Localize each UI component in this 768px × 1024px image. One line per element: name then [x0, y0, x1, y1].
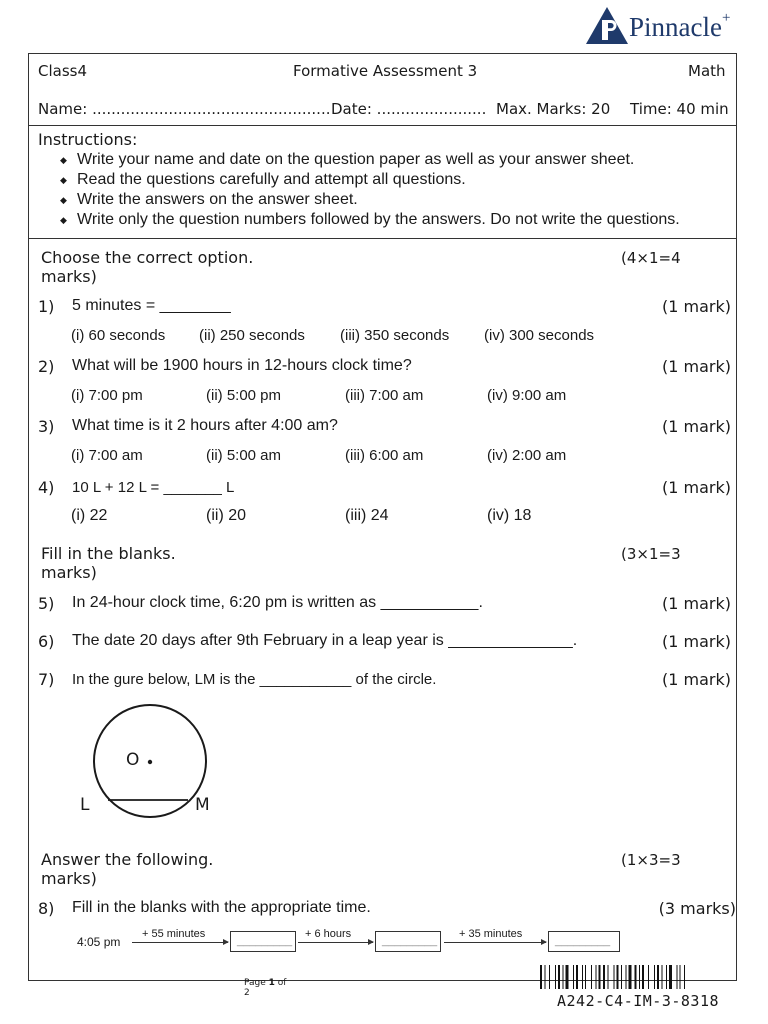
section-b-marks: (3×1=3	[621, 545, 681, 563]
option: (i) 7:00 am	[71, 447, 143, 464]
question-marks: (3 marks)	[658, 899, 736, 918]
point-m-label: M	[195, 795, 210, 815]
instruction-item: ◆ Write the answers on the answer sheet.	[60, 190, 680, 210]
section-a-marks: (4×1=4	[621, 249, 681, 267]
pinnacle-logo	[585, 6, 755, 46]
question-text: 10 L + 12 L = _______ L	[72, 479, 235, 496]
option: (iii) 350 seconds	[340, 327, 450, 344]
option: (i) 7:00 pm	[71, 387, 143, 404]
question-text: In 24-hour clock time, 6:20 pm is written as ___________.	[72, 594, 483, 611]
question-number: 6)	[38, 632, 55, 651]
pinnacle-triangle-icon	[585, 6, 629, 46]
option: (ii) 20	[206, 507, 247, 524]
answer-box: _________	[375, 931, 441, 952]
section-b-title: Fill in the blanks. marks)	[41, 544, 176, 582]
circle-figure	[75, 700, 235, 830]
section-a-title: Choose the correct option. marks)	[41, 248, 254, 286]
option: (iv) 300 seconds	[484, 327, 595, 344]
option: (iii) 24	[345, 507, 389, 524]
arrow-right-icon	[444, 942, 546, 943]
option: (iii) 7:00 am	[345, 387, 424, 404]
class-label: Class4	[38, 62, 88, 80]
question-marks: (1 mark)	[662, 632, 731, 651]
question-marks: (1 mark)	[662, 478, 731, 497]
instructions-list	[60, 150, 680, 230]
question-text: What time is it 2 hours after 4:00 am?	[72, 417, 338, 434]
question-marks: (1 mark)	[662, 670, 731, 689]
option: (iv) 18	[487, 507, 532, 524]
name-field: Name: ..................................................	[38, 100, 331, 118]
step-label: + 35 minutes	[459, 928, 523, 940]
option: (ii) 5:00 am	[206, 447, 282, 464]
question-number: 2)	[38, 357, 55, 376]
page-number: Page 1 of 2	[244, 978, 287, 998]
question-number: 1)	[38, 297, 55, 316]
instruction-item: ◆ Read the questions carefully and attempt all questions.	[60, 170, 680, 190]
divider-instructions	[28, 238, 737, 239]
max-marks: Max. Marks: 20	[496, 100, 611, 118]
option: (ii) 5:00 pm	[206, 387, 282, 404]
question-text: In the gure below, LM is the ___________ of the circle.	[72, 671, 437, 688]
subject-label: Math	[688, 62, 726, 80]
question-number: 5)	[38, 594, 55, 613]
instruction-item: ◆ Write only the question numbers followed by the answers. Do not write the questions.	[60, 210, 680, 230]
question-number: 8)	[38, 899, 55, 918]
answer-box: _________	[548, 931, 620, 952]
divider-header	[28, 125, 737, 126]
question-number: 4)	[38, 478, 55, 497]
question-text: Fill in the blanks with the appropriate time.	[72, 899, 371, 916]
question-marks: (1 mark)	[662, 594, 731, 613]
question-text: 5 minutes = ________	[72, 297, 231, 314]
question-text: What will be 1900 hours in 12-hours clock time?	[72, 357, 412, 374]
date-field: Date: .......................	[331, 100, 487, 118]
instruction-item: ◆ Write your name and date on the question paper as well as your answer sheet.	[60, 150, 680, 170]
barcode	[540, 965, 740, 989]
assessment-title: Formative Assessment 3	[293, 62, 478, 80]
point-l-label: L	[80, 795, 90, 815]
step-label: + 55 minutes	[142, 928, 206, 940]
section-c-title: Answer the following. marks)	[41, 850, 214, 888]
question-marks: (1 mark)	[662, 417, 731, 436]
answer-box: _________	[230, 931, 296, 952]
option: (i) 60 seconds	[71, 327, 166, 344]
time-limit: Time: 40 min	[630, 100, 729, 118]
option: (iv) 9:00 am	[487, 387, 567, 404]
question-number: 3)	[38, 417, 55, 436]
document-code: A242-C4-IM-3-8318	[557, 992, 720, 1010]
option: (ii) 250 seconds	[199, 327, 305, 344]
start-time: 4:05 pm	[77, 935, 121, 949]
instructions-heading: Instructions:	[38, 130, 138, 149]
question-marks: (1 mark)	[662, 357, 731, 376]
option: (iii) 6:00 am	[345, 447, 424, 464]
center-label: O	[126, 750, 140, 770]
option: (i) 22	[71, 507, 108, 524]
question-marks: (1 mark)	[662, 297, 731, 316]
step-label: + 6 hours	[305, 928, 352, 940]
section-c-marks: (1×3=3	[621, 851, 681, 869]
question-text: The date 20 days after 9th February in a leap year is ______________.	[72, 632, 578, 649]
option: (iv) 2:00 am	[487, 447, 567, 464]
center-point	[148, 760, 152, 764]
logo-wordmark: Pinnacle+	[629, 10, 731, 42]
question-number: 7)	[38, 670, 55, 689]
arrow-right-icon	[132, 942, 228, 943]
arrow-right-icon	[298, 942, 373, 943]
